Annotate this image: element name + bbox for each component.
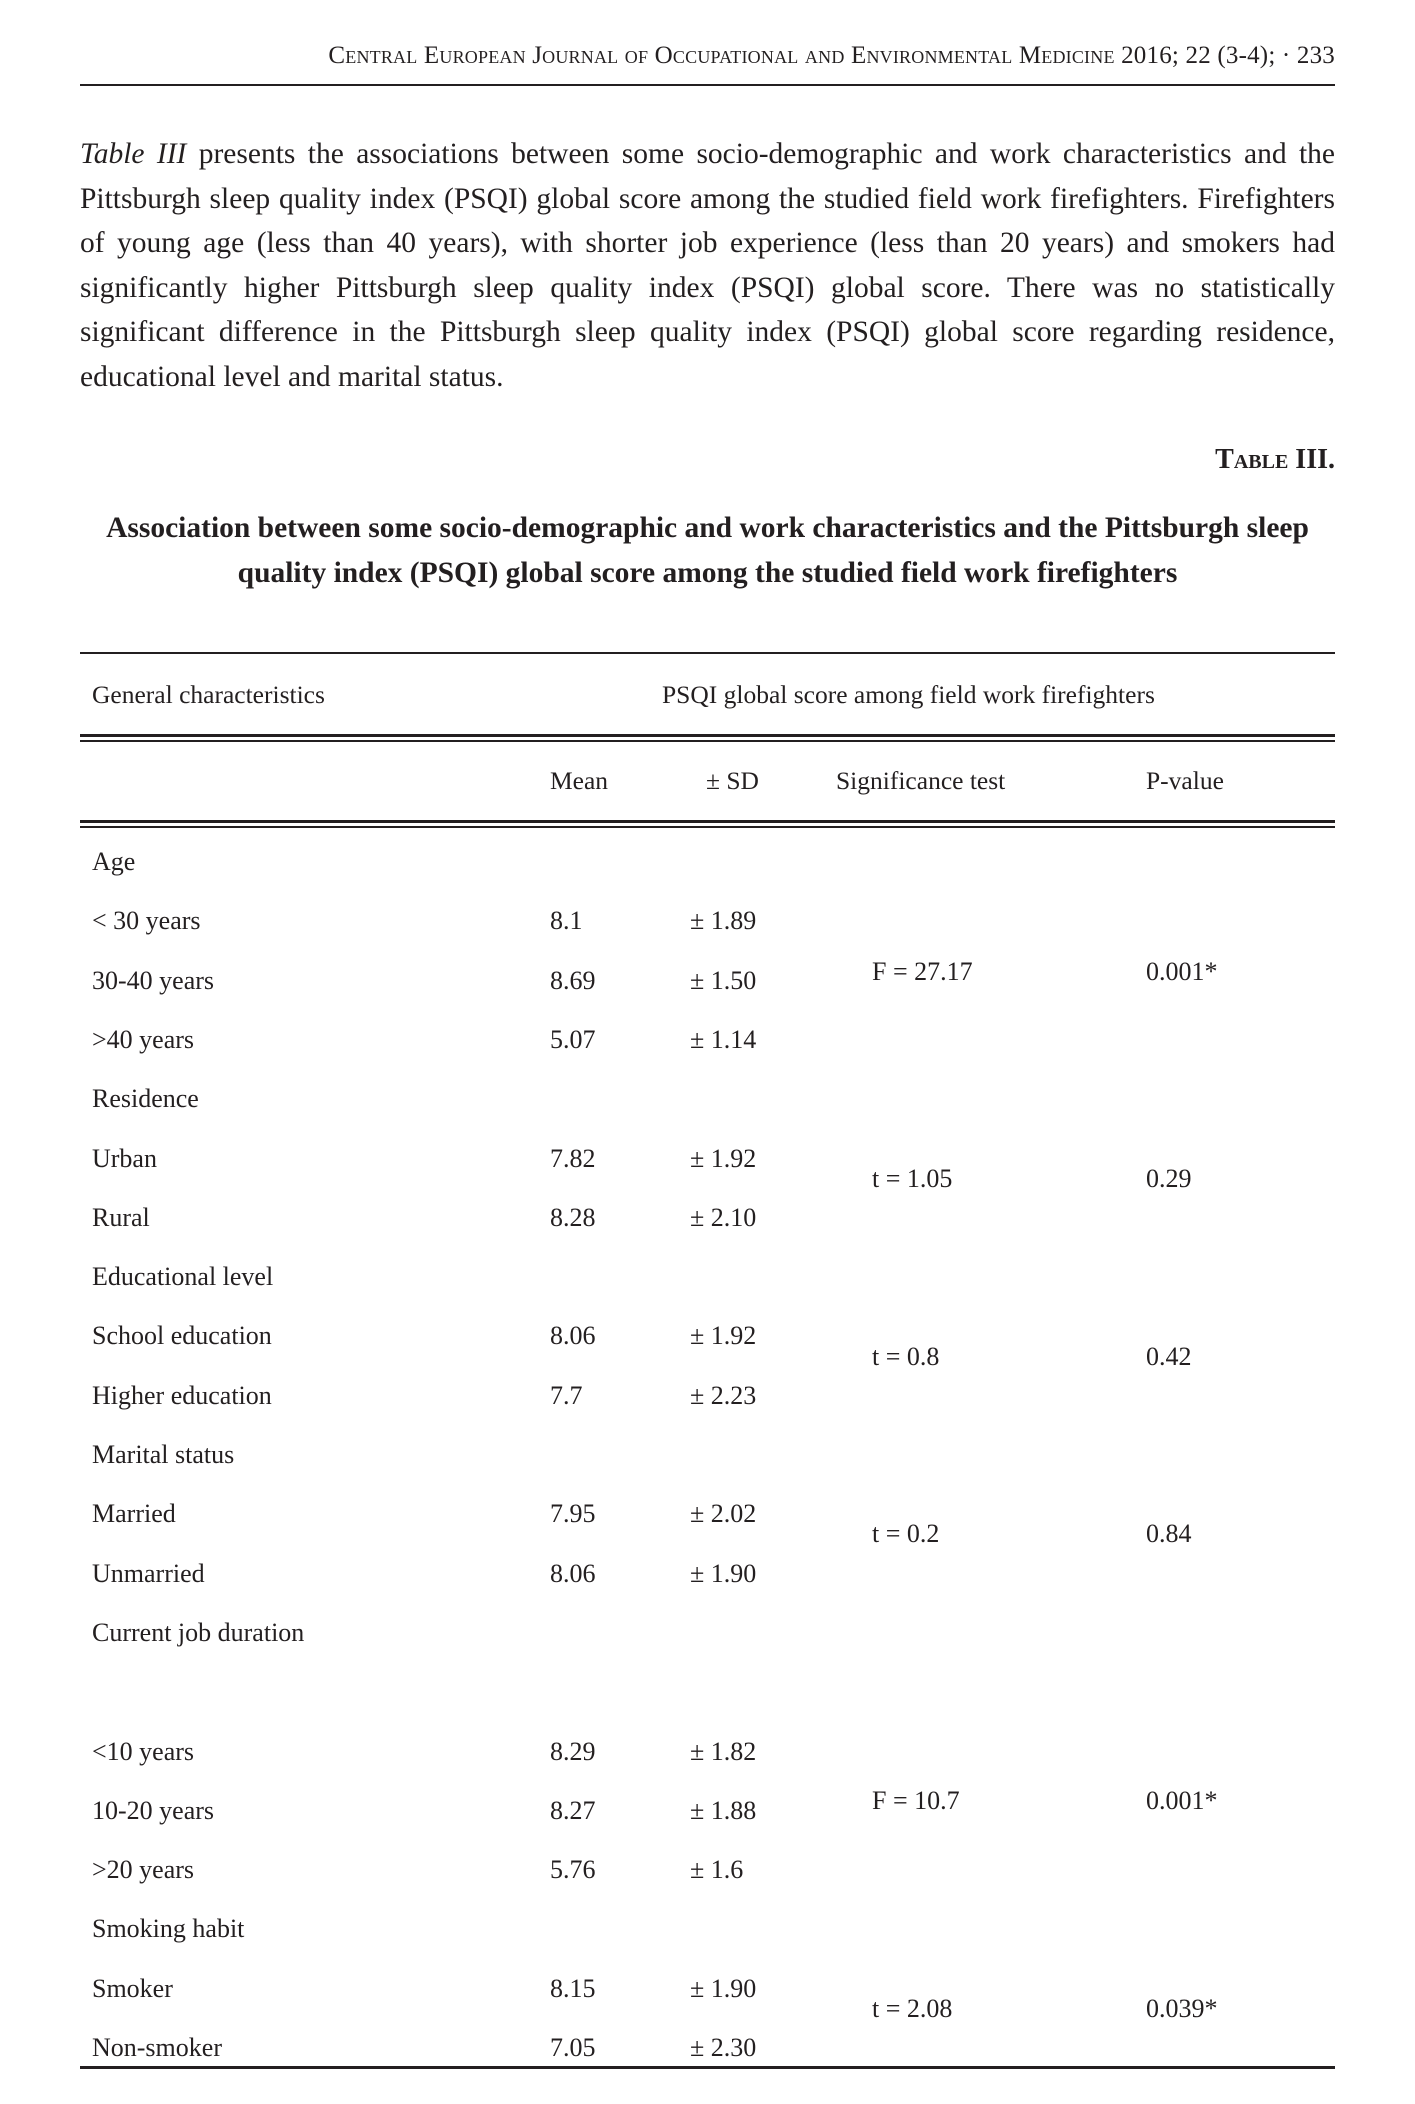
row-mean: 7.82 [550,1143,596,1173]
intro-text: presents the associations between some socio-demographic and work characteristics and the Pittsburgh sleep quality index (PSQI) global score among the studied field work firefighters. Firefighters of young age (less than 40 years), with shorter job experience (less than 20 years) and smokers had significantly higher Pittsburgh sleep quality index (PSQI) global score. There was no statistically significant difference in the Pittsburgh sleep quality index (PSQI) global score regarding residence, educational level and marital status. [80,138,1335,393]
journal-citation: Central European Journal of Occupational and Environmental Medicine 2016; 22 (3-4); · 233 [328,42,1335,69]
table-row [80,1366,1335,1425]
row-label: Smoker [92,1973,173,2003]
row-sd: ± 2.30 [690,2033,757,2062]
table-row [80,832,1335,891]
row-mean: 8.29 [550,1736,596,1766]
header-rule-2 [80,820,1335,823]
row-sd: ± 1.50 [690,965,757,995]
table-row [80,1603,1335,1662]
row-label: Higher education [92,1380,272,1410]
row-label: Current job duration [92,1617,305,1647]
row-label: < 30 years [92,906,201,936]
row-mean: 8.06 [550,1321,596,1351]
row-sd: ± 1.88 [690,1795,757,1825]
row-label: >20 years [92,1855,195,1885]
test-marital: t = 0.2 [872,1519,940,1548]
table-row [80,1544,1335,1603]
test-smoking: t = 2.08 [872,1994,953,2023]
row-label: Marital status [92,1440,235,1469]
row-sd: ± 1.92 [690,1143,757,1173]
row-mean: 7.05 [550,2033,596,2062]
table-row [80,1010,1335,1069]
test-age: F = 27.17 [872,957,973,986]
table-row [80,2018,1335,2077]
row-mean: 8.28 [550,1202,596,1232]
row-sd: ± 1.92 [690,1321,757,1351]
p-value-marital: 0.84 [1146,1519,1192,1548]
row-sd: ± 1.89 [690,906,757,936]
row-label: Urban [92,1143,157,1173]
row-label: School education [92,1321,272,1351]
table-reference: Table III [80,138,187,170]
table-row [80,1425,1335,1484]
test-education: t = 0.8 [872,1342,940,1371]
header-psqi-score: PSQI global score among field work firefighters [662,680,1155,709]
p-value-age: 0.001* [1146,957,1218,986]
p-value-residence: 0.29 [1146,1164,1192,1193]
row-mean: 8.06 [550,1558,596,1588]
p-value-job-duration: 0.001* [1146,1786,1218,1815]
running-header [80,42,1335,86]
row-mean: 8.1 [550,906,583,936]
row-label: Non-smoker [92,2033,222,2062]
table-caption: Association between some socio-demographic and work characteristics and the Pittsburgh sleep quality index (PSQI) global score among the studied field work firefighters [106,512,1309,589]
row-label: Rural [92,1202,150,1232]
row-sd: ± 1.82 [690,1736,757,1766]
header-rule-2b [80,826,1335,828]
table-label: Table III. [1215,444,1335,475]
header-rule-1b [80,740,1335,742]
table-row [80,1662,1335,1721]
row-sd: ± 1.6 [690,1855,744,1885]
row-mean: 8.15 [550,1973,596,2003]
table-row [80,1247,1335,1306]
table-row [80,1722,1335,1781]
table-row [80,1899,1335,1958]
table-row [80,891,1335,950]
row-label: Smoking habit [92,1914,245,1944]
p-value-smoking: 0.039* [1146,1994,1218,2023]
row-label: Residence [92,1084,199,1114]
row-mean: 5.07 [550,1024,596,1054]
header-general-characteristics: General characteristics [92,680,325,709]
header-sd: ± SD [706,766,759,795]
row-label: Educational level [92,1262,274,1292]
table-row [80,1069,1335,1128]
row-sd: ± 1.14 [690,1024,757,1054]
row-sd: ± 2.10 [690,1202,757,1232]
row-mean: 8.27 [550,1795,596,1825]
p-value-education: 0.42 [1146,1342,1192,1371]
table-row [80,1188,1335,1247]
header-p-value: P-value [1146,766,1224,795]
header-rule-1 [80,734,1335,737]
row-mean: 8.69 [550,965,596,995]
row-label: Age [92,847,136,876]
header-significance-test: Significance test [836,766,1006,795]
row-sd: ± 2.02 [690,1499,757,1529]
table-top-rule [80,652,1335,654]
row-label: 10-20 years [92,1795,215,1825]
row-mean: 7.7 [550,1380,583,1410]
row-label: Unmarried [92,1558,205,1588]
row-mean: 5.76 [550,1855,596,1885]
row-sd: ± 2.23 [690,1380,757,1410]
row-mean: 7.95 [550,1499,596,1529]
table-row [80,1840,1335,1899]
row-label: <10 years [92,1736,195,1766]
intro-paragraph [80,132,1335,399]
header-mean: Mean [550,766,609,795]
row-sd: ± 1.90 [690,1973,757,2003]
test-residence: t = 1.05 [872,1164,953,1193]
row-label: Married [92,1499,176,1529]
test-job-duration: F = 10.7 [872,1786,960,1815]
row-sd: ± 1.90 [690,1558,757,1588]
row-label: >40 years [92,1024,195,1054]
row-label: 30-40 years [92,965,215,995]
